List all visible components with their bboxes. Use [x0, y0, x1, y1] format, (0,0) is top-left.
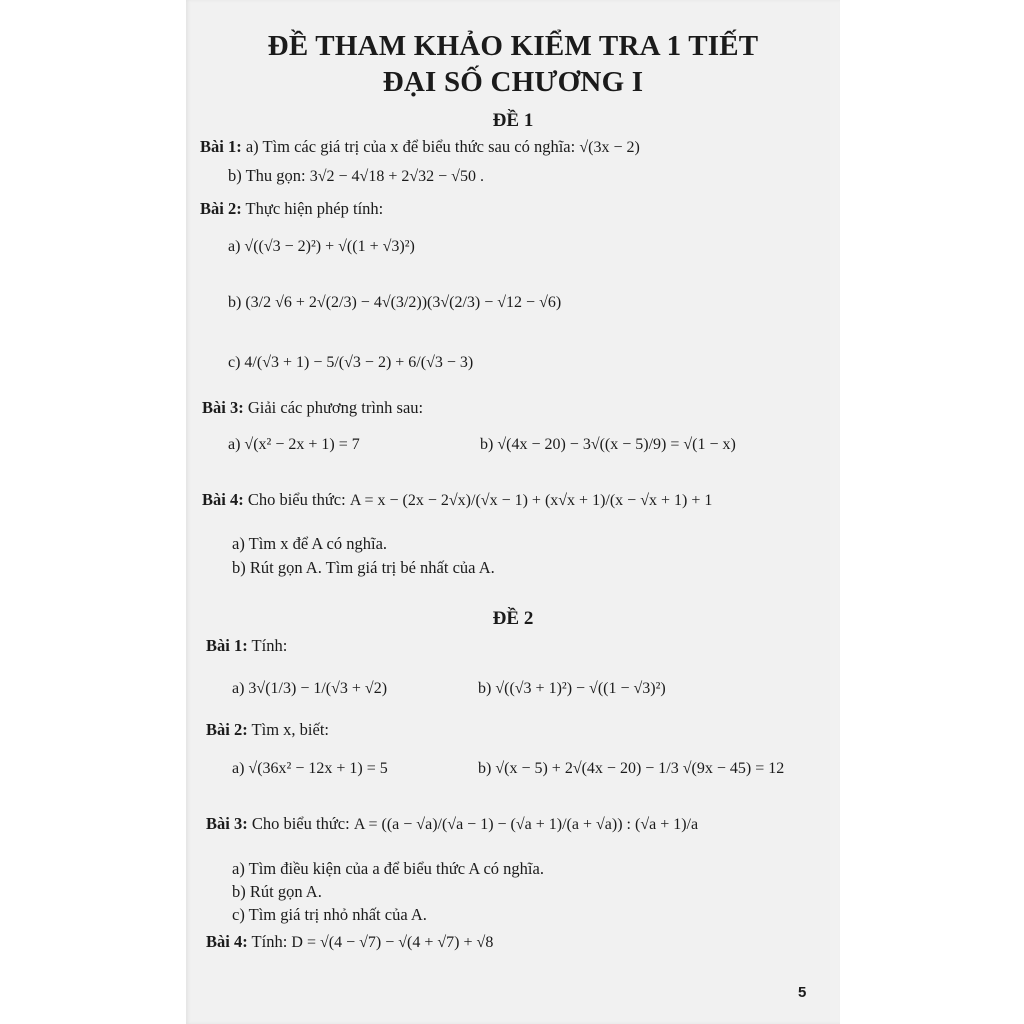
- de1-bai4: [202, 490, 712, 510]
- math-expression: D = √(4 − √7) − √(4 + √7) + √8: [291, 934, 494, 952]
- math-expression: a) √(x² − 2x + 1) = 7: [228, 436, 360, 454]
- exercise-label: Bài 2:: [200, 199, 242, 218]
- exercise-text: Tìm x, biết:: [251, 720, 329, 739]
- de1-bai1-a: [200, 137, 640, 157]
- exercise-text: a) Tìm các giá trị của x để biểu thức sau có nghĩa:: [245, 137, 576, 156]
- exercise-label: Bài 3:: [206, 814, 248, 833]
- de2-bai2: [206, 720, 329, 740]
- de2-bai4: [206, 932, 493, 952]
- de2-bai3: [206, 814, 698, 834]
- page-subtitle: ĐẠI SỐ CHƯƠNG I: [382, 66, 644, 98]
- exercise-text: Tính:: [251, 932, 288, 951]
- de2-bai3-b: b) Rút gọn A.: [232, 882, 322, 901]
- exercise-label: Bài 4:: [202, 490, 244, 509]
- de2-bai1-a: [232, 678, 387, 698]
- de2-bai2-a: [232, 758, 388, 778]
- math-expression: a) √((√3 − 2)²) + √((1 + √3)²): [228, 238, 415, 256]
- exercise-text: Thực hiện phép tính:: [245, 199, 384, 218]
- de2-bai2-b: [478, 758, 784, 778]
- exercise-label: Bài 1:: [206, 636, 248, 655]
- de1-bai1-b: [228, 166, 484, 186]
- de2-bai1: [206, 636, 287, 656]
- exercise-label: Bài 3:: [202, 398, 244, 417]
- exercise-text: Tính:: [251, 636, 288, 655]
- math-expression: b) √((√3 + 1)²) − √((1 − √3)²): [478, 680, 666, 698]
- math-expression: A = x − (2x − 2√x)/(√x − 1) + (x√x + 1)/(x − √x + 1) + 1: [349, 492, 713, 510]
- exercise-text: b) Thu gọn:: [228, 166, 306, 185]
- math-expression: b) √(4x − 20) − 3√((x − 5)/9) = √(1 − x): [480, 436, 736, 454]
- math-expression: √(3x − 2): [579, 139, 640, 157]
- math-expression: b) (3/2 √6 + 2√(2/3) − 4√(3/2))(3√(2/3) − √12 − √6): [228, 294, 562, 312]
- section-heading-de2: ĐỀ 2: [492, 608, 534, 629]
- exercise-label: Bài 2:: [206, 720, 248, 739]
- de1-bai4-a: a) Tìm x để A có nghĩa.: [232, 534, 388, 553]
- exercise-text: Cho biểu thức:: [251, 814, 350, 833]
- de1-bai4-b: b) Rút gọn A. Tìm giá trị bé nhất của A.: [232, 558, 495, 577]
- math-expression: 3√2 − 4√18 + 2√32 − √50 .: [309, 168, 484, 186]
- de1-bai2-c: [228, 352, 473, 372]
- de2-bai1-b: [478, 678, 666, 698]
- math-expression: b) √(x − 5) + 2√(4x − 20) − 1/3 √(9x − 45) = 12: [478, 760, 785, 778]
- de2-bai3-a: a) Tìm điều kiện của a để biểu thức A có nghĩa.: [232, 859, 544, 878]
- de1-bai2-b: [228, 292, 561, 312]
- math-expression: a) √(36x² − 12x + 1) = 5: [232, 760, 388, 778]
- math-expression: A = ((a − √a)/(√a − 1) − (√a + 1)/(a + √a)) : (√a + 1)/a: [353, 816, 699, 834]
- math-expression: a) 3√(1/3) − 1/(√3 + √2): [232, 680, 388, 698]
- page-number: 5: [798, 984, 807, 1001]
- de1-bai3: [202, 398, 423, 418]
- de1-bai2: [200, 199, 383, 219]
- de1-bai3-b: [480, 434, 736, 454]
- exercise-text: Cho biểu thức:: [247, 490, 346, 509]
- book-page: [186, 0, 840, 1024]
- page-title: ĐỀ THAM KHẢO KIỂM TRA 1 TIẾT: [267, 30, 759, 62]
- math-expression: c) 4/(√3 + 1) − 5/(√3 − 2) + 6/(√3 − 3): [228, 354, 474, 372]
- section-heading-de1: ĐỀ 1: [492, 110, 534, 131]
- de1-bai3-a: [228, 434, 360, 454]
- exercise-label: Bài 4:: [206, 932, 248, 951]
- de1-bai2-a: [228, 236, 415, 256]
- exercise-label: Bài 1:: [200, 137, 242, 156]
- exercise-text: Giải các phương trình sau:: [247, 398, 424, 417]
- de2-bai3-c: c) Tìm giá trị nhỏ nhất của A.: [232, 905, 427, 924]
